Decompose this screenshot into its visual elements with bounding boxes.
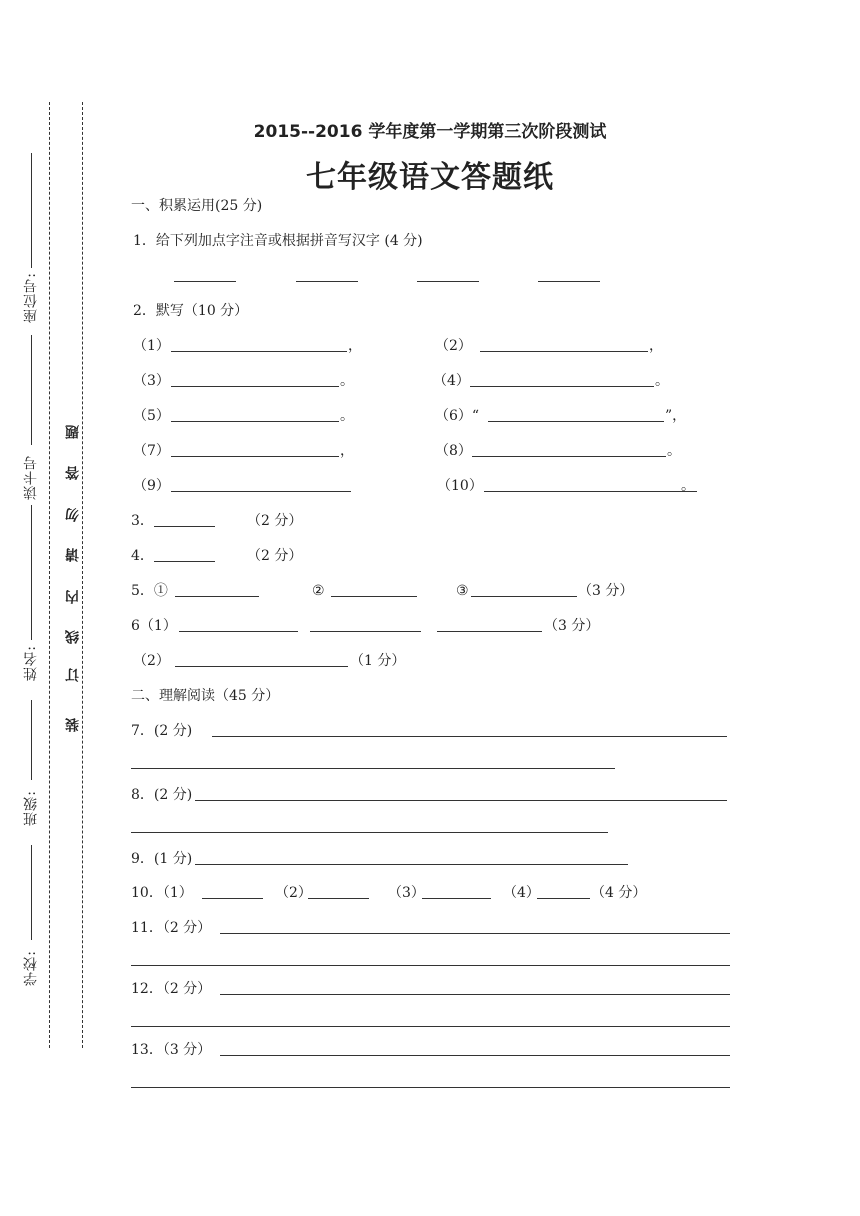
seal-char-3: 线 (65, 630, 81, 644)
school-label: 学校: (23, 950, 39, 986)
dictation-9-blank[interactable] (171, 491, 351, 492)
q1-blank-3[interactable] (417, 281, 479, 282)
q10-blank-3[interactable] (422, 898, 491, 899)
q5-label-3: ③ (456, 583, 469, 599)
part1-heading: 一、积累运用(25 分) (131, 198, 263, 214)
dictation-6-label: （6）“ (435, 408, 480, 424)
dictation-4-end: 。 (655, 373, 669, 389)
page-title: 七年级语文答题纸 (306, 160, 554, 195)
seal-char-7: 答 (65, 466, 81, 480)
q10-blank-2[interactable] (308, 898, 369, 899)
q8-label: 8．(2 分) (131, 787, 193, 803)
dictation-1-blank[interactable] (171, 351, 347, 352)
q12-answer-line-2[interactable] (131, 1026, 730, 1027)
q3-label: 3． (131, 513, 154, 529)
q1-prompt: 1．给下列加点字注音或根据拼音写汉字 (4 分) (133, 233, 423, 249)
q5-score: （3 分） (578, 583, 634, 599)
dictation-3-end: 。 (340, 373, 354, 389)
q10-blank-1[interactable] (202, 898, 263, 899)
seal-char-8: 题 (65, 425, 81, 439)
seat-number-label: 座位号: (23, 272, 39, 323)
q13-answer-line-2[interactable] (131, 1087, 730, 1088)
q10-score: （4 分） (591, 885, 647, 901)
q5-blank-3[interactable] (471, 596, 577, 597)
q13-answer-line-1[interactable] (220, 1055, 730, 1056)
dictation-4-label: （4） (433, 373, 470, 389)
q6-2-blank[interactable] (175, 666, 348, 667)
q11-answer-line-2[interactable] (131, 965, 730, 966)
q10-blank-4[interactable] (537, 898, 590, 899)
seal-char-2: 订 (65, 668, 81, 682)
q9-label: 9．(1 分) (131, 851, 193, 867)
q13-label: 13．（3 分） (131, 1042, 212, 1058)
q1-blank-1[interactable] (174, 281, 236, 282)
dictation-3-label: （3） (133, 373, 170, 389)
dictation-8-end: 。 (667, 443, 681, 459)
card-number-label: 读卡号 (23, 455, 39, 500)
q8-answer-line-2[interactable] (131, 832, 608, 833)
class-label: 班级: (23, 790, 39, 826)
q6-2-score: （1 分） (350, 653, 406, 669)
dictation-6-end: ”， (665, 408, 687, 424)
seal-char-5: 请 (65, 548, 81, 562)
dictation-7-end: ， (340, 443, 354, 459)
q1-blank-4[interactable] (538, 281, 600, 282)
q11-answer-line-1[interactable] (220, 933, 730, 934)
dictation-2-blank[interactable] (480, 351, 648, 352)
name-label: 姓名: (23, 645, 39, 681)
q5-label-2: ② (312, 583, 325, 599)
dictation-2-end: ， (649, 338, 663, 354)
class-line (31, 700, 32, 780)
q10-label-3: （3） (388, 885, 425, 901)
q11-label: 11．（2 分） (131, 920, 212, 936)
binding-dashed-line-outer (49, 102, 50, 1048)
seal-char-4: 内 (65, 590, 81, 604)
binding-dashed-line-inner (82, 102, 83, 1048)
card-number-line (31, 335, 32, 445)
q6-blank-3[interactable] (437, 631, 542, 632)
dictation-7-label: （7） (133, 443, 170, 459)
q6-score: （3 分） (544, 618, 600, 634)
dictation-1-end: ， (348, 338, 362, 354)
dictation-5-label: （5） (133, 408, 170, 424)
q6-label: 6（1） (131, 618, 177, 634)
q6-blank-2[interactable] (310, 631, 421, 632)
dictation-6-blank[interactable] (488, 421, 664, 422)
part2-heading: 二、理解阅读（45 分） (131, 688, 280, 704)
q3-score: （2 分） (247, 513, 303, 529)
dictation-4-blank[interactable] (470, 386, 654, 387)
q1-blank-2[interactable] (296, 281, 358, 282)
q5-blank-2[interactable] (331, 596, 417, 597)
dictation-10-label: （10） (437, 478, 483, 494)
q6-blank-1[interactable] (179, 631, 298, 632)
q9-answer-line[interactable] (195, 864, 628, 865)
q2-prompt: 2．默写（10 分） (133, 303, 249, 319)
seal-char-1: 装 (65, 718, 81, 732)
q10-label-2: （2） (275, 885, 312, 901)
dictation-5-blank[interactable] (171, 421, 339, 422)
q7-answer-line-1[interactable] (212, 736, 727, 737)
dictation-8-blank[interactable] (472, 456, 666, 457)
q12-label: 12．（2 分） (131, 981, 212, 997)
dictation-10-end: 。 (681, 478, 695, 494)
q7-label: 7．(2 分) (131, 723, 193, 739)
dictation-8-label: （8） (435, 443, 472, 459)
q8-answer-line-1[interactable] (195, 800, 727, 801)
q7-answer-line-2[interactable] (131, 768, 615, 769)
dictation-9-label: （9） (133, 478, 170, 494)
q12-answer-line-1[interactable] (220, 994, 730, 995)
dictation-2-label: （2） (435, 338, 472, 354)
q4-blank[interactable] (154, 561, 215, 562)
q3-blank[interactable] (154, 526, 215, 527)
q4-score: （2 分） (247, 548, 303, 564)
seal-char-6: 勿 (65, 508, 81, 522)
name-line (31, 505, 32, 640)
dictation-5-end: 。 (340, 408, 354, 424)
q10-label-4: （4） (503, 885, 540, 901)
q4-label: 4． (131, 548, 154, 564)
dictation-1-label: （1） (133, 338, 170, 354)
exam-subtitle: 2015--2016 学年度第一学期第三次阶段测试 (253, 122, 607, 142)
dictation-3-blank[interactable] (171, 386, 339, 387)
q6-2-label: （2） (133, 653, 170, 669)
q5-blank-1[interactable] (175, 596, 259, 597)
dictation-7-blank[interactable] (171, 456, 339, 457)
q5-label: 5．① (131, 583, 168, 599)
school-line (31, 845, 32, 940)
q10-label: 10．（1） (131, 885, 193, 901)
dictation-10-blank[interactable] (484, 491, 697, 492)
